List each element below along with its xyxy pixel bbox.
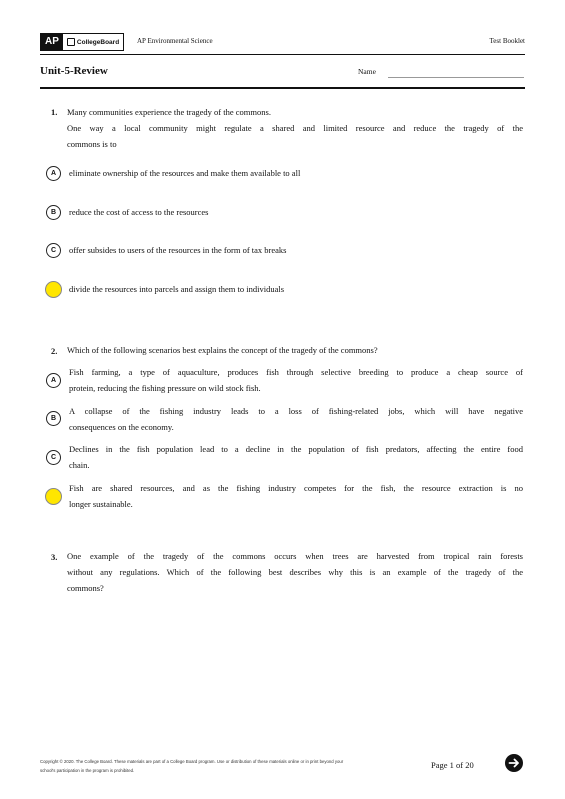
header-divider — [40, 54, 525, 55]
option-a-text[interactable]: eliminate ownership of the resources and make them available to all — [69, 168, 301, 178]
option-d-text[interactable] — [69, 480, 523, 512]
copyright-line: school's participation in the program is prohibited. — [40, 768, 135, 773]
option-a-bubble[interactable]: A — [46, 166, 61, 181]
copyright-line: Copyright © 2020. The College Board. These materials are part of a College Board program. Use or distribution of these materials online or in print beyond your — [40, 759, 344, 764]
option-b-bubble[interactable]: B — [46, 205, 61, 220]
question-3-stem — [67, 548, 523, 596]
option-b-bubble[interactable]: B — [46, 411, 61, 426]
collegeboard-label: CollegeBoard — [76, 38, 120, 46]
title-divider — [40, 87, 525, 89]
option-d-bubble-selected[interactable] — [45, 488, 62, 505]
question-text-line: commons? — [67, 583, 104, 593]
question-number: 1. — [51, 107, 58, 117]
ap-logo-mark: AP — [41, 34, 63, 50]
collegeboard-acorn-icon — [67, 38, 75, 46]
question-text-line: Many communities experience the tragedy of the commons. — [67, 107, 271, 117]
ap-collegeboard-logo — [40, 33, 124, 51]
question-text-line: commons is to — [67, 139, 117, 149]
option-text-line: consequences on the economy. — [69, 422, 174, 432]
page-title: Unit-5-Review — [40, 65, 108, 77]
question-text-line: One example of the tragedy of the commons occurs when trees are harvested from tropical rain forests — [67, 551, 523, 561]
option-a-bubble[interactable]: A — [46, 373, 61, 388]
question-number: 3. — [51, 552, 58, 562]
question-2-stem: Which of the following scenarios best explains the concept of the tragedy of the commons? — [67, 345, 378, 355]
option-b-text[interactable] — [69, 403, 523, 435]
option-text-line: Fish farming, a type of aquaculture, produces fish through selective breeding to produce a cheap source of — [69, 367, 523, 377]
page-indicator: Page 1 of 20 — [431, 760, 474, 770]
name-label: Name — [358, 67, 376, 76]
option-text-line: A collapse of the fishing industry leads to a loss of fishing-related jobs, which will have negative — [69, 406, 523, 416]
collegeboard-wordmark — [63, 38, 123, 46]
course-name: AP Environmental Science — [137, 37, 213, 45]
question-text-line: without any regulations. Which of the following best describes why this is an example of the tragedy of the — [67, 567, 523, 577]
option-d-bubble-selected[interactable] — [45, 281, 62, 298]
next-page-button[interactable] — [505, 754, 523, 772]
copyright-notice — [40, 757, 380, 775]
option-text-line: Fish are shared resources, and as the fishing industry competes for the fish, the resource extraction is no — [69, 483, 523, 493]
option-a-text[interactable] — [69, 364, 523, 396]
option-text-line: chain. — [69, 460, 90, 470]
option-text-line: protein, reducing the fishing pressure on wild stock fish. — [69, 383, 261, 393]
option-text-line: longer sustainable. — [69, 499, 133, 509]
option-c-text[interactable] — [69, 441, 523, 473]
question-1-stem — [67, 104, 523, 152]
option-c-bubble[interactable]: C — [46, 243, 61, 258]
option-text-line: Declines in the fish population lead to a decline in the population of fish predators, affecting the entire food — [69, 444, 523, 454]
option-b-text[interactable]: reduce the cost of access to the resources — [69, 207, 209, 217]
arrow-right-icon — [508, 757, 520, 769]
option-c-text[interactable]: offer subsides to users of the resources in the form of tax breaks — [69, 245, 287, 255]
option-c-bubble[interactable]: C — [46, 450, 61, 465]
name-field[interactable] — [388, 77, 524, 78]
question-number: 2. — [51, 346, 58, 356]
option-d-text[interactable]: divide the resources into parcels and assign them to individuals — [69, 284, 285, 294]
booklet-label: Test Booklet — [489, 37, 525, 45]
question-text-line: One way a local community might regulate a shared and limited resource and reduce the tragedy of the — [67, 123, 523, 133]
